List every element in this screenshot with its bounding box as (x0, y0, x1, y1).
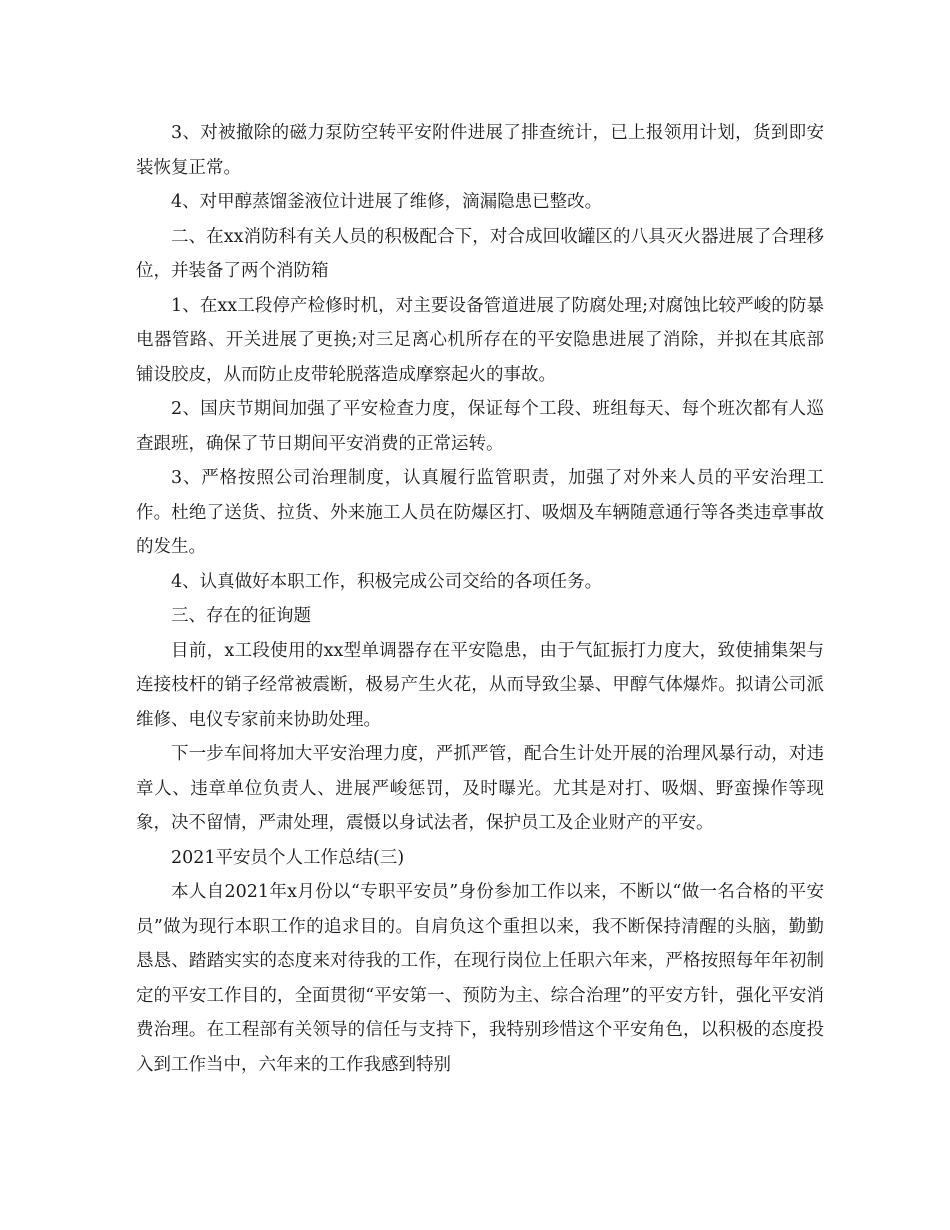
paragraph-item-1-maintenance: 1、在xx工段停产检修时机，对主要设备管道进展了防腐处理;对腐蚀比较严峻的防暴电器管路、开关进展了更换;对三足离心机所存在的平安隐患进展了消除，并拟在其底部铺设胶皮，从而防止皮带轮脱落造成摩察起火的事故。 (136, 295, 824, 385)
paragraph-item-4-duties: 4、认真做好本职工作，积极完成公司交给的各项任务。 (171, 571, 603, 592)
paragraph-item-3-management: 3、严格按照公司治理制度，认真履行监管职责，加强了对外来人员的平安治理工作。杜绝了送货、拉货、外来施工人员在防爆区打、吸烟及车辆随意通行等各类违章事故的发生。 (136, 468, 824, 557)
paragraph-current-hazard: 目前，x工段使用的xx型单调器存在平安隐患，由于气缸振打力度大，致使捕集架与连接枝杆的销子经常被震断，极易产生火花，从而导致尘暴、甲醇气体爆炸。拟请公司派维修、电仪专家前来协助处理。 (136, 640, 824, 730)
paragraph-item-3-magnetic-pump: 3、对被撤除的磁力泵防空转平安附件进展了排查统计，已上报领用计划，货到即安装恢复正常。 (136, 123, 824, 178)
paragraph-section-2-fire-extinguishers: 二、在xx消防科有关人员的积极配合下，对合成回收罐区的八具灭火器进展了合理移位，并装备了两个消防箱 (136, 226, 824, 281)
paragraph-item-2-national-day: 2、国庆节期间加强了平安检查力度，保证每个工段、班组每天、每个班次都有人巡查跟班，确保了节日期间平安消费的正常运转。 (136, 399, 824, 454)
paragraph-item-4-level-gauge: 4、对甲醇蒸馏釜液位计进展了维修，滴漏隐患已整改。 (171, 192, 603, 212)
paragraph-next-steps: 下一步车间将加大平安治理力度，严抓严管，配合生计处开展的治理风暴行动，对违章人、违章单位负责人、进展严峻惩罚，及时曝光。尤其是对打、吸烟、野蛮操作等现象，决不留情，严肃处理，震慑以身试法者，保护员工及企业财产的平安。 (136, 744, 824, 833)
section-heading-summary-three: 2021平安员个人工作总结(三) (171, 847, 405, 868)
section-heading-problems: 三、存在的征询题 (171, 606, 311, 626)
paragraph-personal-summary: 本人自2021年x月份以“专职平安员”身份参加工作以来，不断以“做一名合格的平安员”做为现行本职工作的追求目的。自肩负这个重担以来，我不断保持清醒的头脑，勤勤恳恳、踏踏实实的态度来对待我的工作，在现行岗位上任职六年来，严格按照每年年初制定的平安工作目的，全面贯彻“平安第一、预防为主、综合治理”的平安方针，强化平安消费治理。在工程部有关领导的信任与支持下，我特别珍惜这个平安角色，以积极的态度投入到工作当中，六年来的工作我感到特别 (136, 882, 824, 1075)
